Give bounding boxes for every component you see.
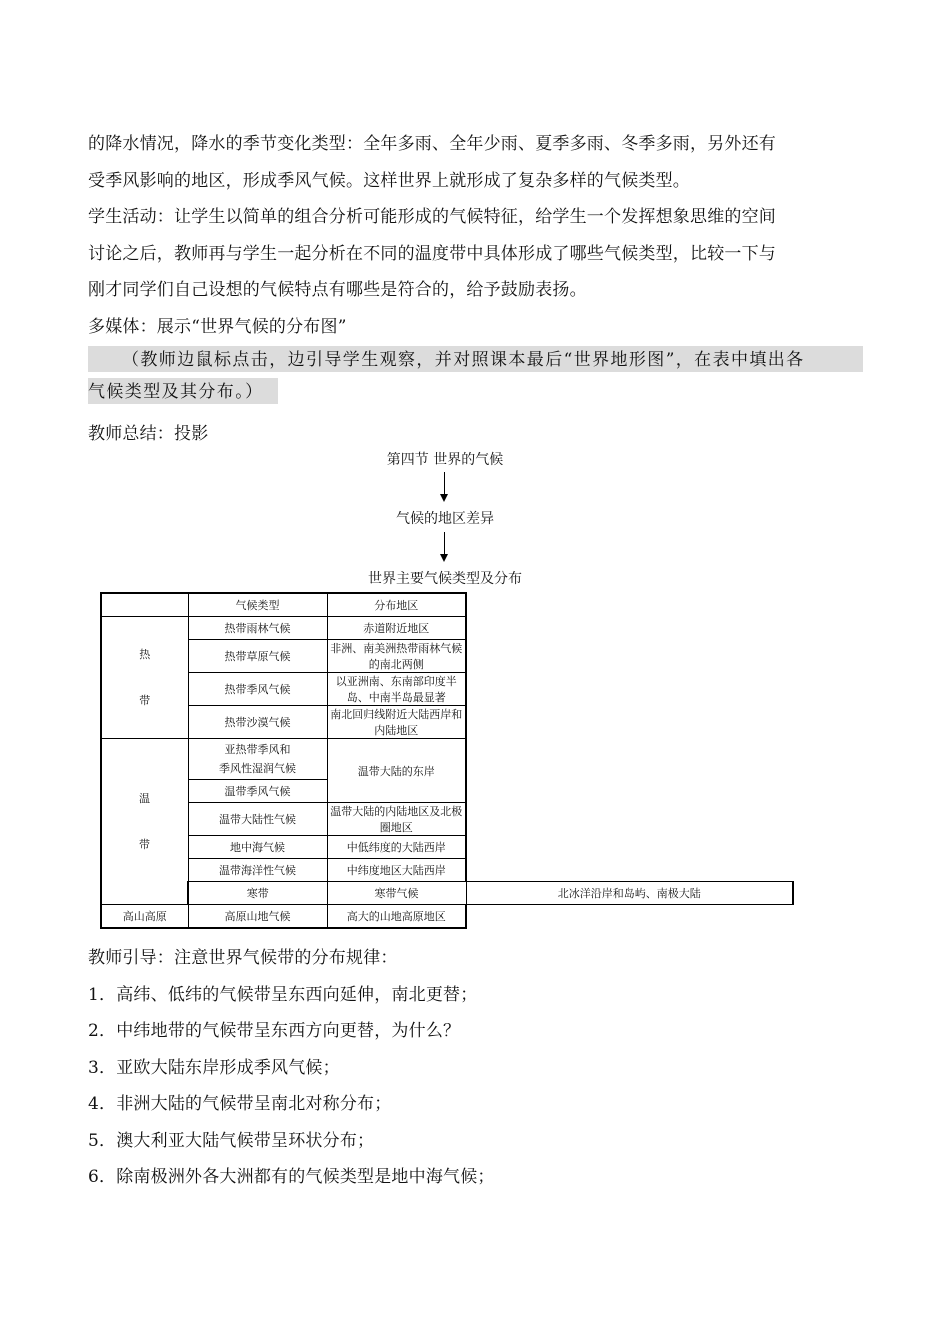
climate-type: 热带季风气候 <box>188 673 327 706</box>
climate-region: 北冰洋沿岸和岛屿、南极大陆 <box>466 882 793 905</box>
table-row <box>101 706 793 739</box>
table-row <box>101 640 793 673</box>
climate-type: 热带草原气候 <box>188 640 327 673</box>
header-region: 分布地区 <box>327 593 466 617</box>
climate-region: 温带大陆的东岸 <box>327 739 466 803</box>
climate-type-line: 季风性湿润气候 <box>219 762 296 775</box>
climate-table <box>100 592 794 929</box>
climate-type: 热带沙漠气候 <box>188 706 327 739</box>
paragraph-line: 学生活动：让学生以简单的组合分析可能形成的气候特征，给学生一个发挥想象思维的空间 <box>88 207 776 227</box>
summary-label: 教师总结：投影 <box>88 424 209 444</box>
zone-temperate <box>101 739 188 905</box>
guide-label: 教师引导：注意世界气候带的分布规律： <box>88 948 398 968</box>
guide-item: 1．高纬、低纬的气候带呈东西向延伸，南北更替； <box>88 985 478 1005</box>
guide-item: 5．澳大利亚大陆气候带呈环状分布； <box>88 1131 375 1151</box>
arrowhead-icon <box>440 554 448 562</box>
climate-type: 热带雨林气候 <box>188 617 327 640</box>
highlighted-line: （教师边鼠标点击，边引导学生观察，并对照课本最后“世界地形图”，在表中填出各 <box>88 346 863 372</box>
climate-type: 地中海气候 <box>188 836 327 859</box>
zone-char: 带 <box>139 693 151 707</box>
zone-char: 热 <box>139 647 151 661</box>
zone-highland: 高山高原 <box>101 905 188 929</box>
climate-region: 温带大陆的内陆地区及北极圈地区 <box>327 803 466 836</box>
climate-type <box>188 739 327 780</box>
zone-frigid: 寒带 <box>188 882 327 905</box>
zone-char: 温 <box>139 791 150 805</box>
guide-item: 2．中纬地带的气候带呈东西方向更替，为什么？ <box>88 1021 461 1041</box>
figure-title-section: 第四节 世界的气候 <box>386 452 504 468</box>
climate-type: 寒带气候 <box>327 882 466 905</box>
climate-region: 南北回归线附近大陆西岸和内陆地区 <box>327 706 466 739</box>
table-row <box>101 673 793 706</box>
highlighted-note <box>88 346 863 404</box>
figure-title-subsection: 气候的地区差异 <box>396 511 494 527</box>
climate-region: 非洲、南美洲热带雨林气候的南北两侧 <box>327 640 466 673</box>
guide-item: 6．除南极洲外各大洲都有的气候类型是地中海气候； <box>88 1167 495 1187</box>
climate-type: 温带海洋性气候 <box>188 859 327 882</box>
climate-type: 高原山地气候 <box>188 905 327 929</box>
table-row <box>101 859 793 882</box>
climate-region: 高大的山地高原地区 <box>327 905 466 929</box>
climate-region: 以亚洲南、东南部印度半岛、中南半岛最显著 <box>327 673 466 706</box>
climate-region: 赤道附近地区 <box>327 617 466 640</box>
climate-type-line: 亚热带季风和 <box>224 743 291 756</box>
arrowhead-icon <box>440 494 448 502</box>
paragraph-line: 刚才同学们自己设想的气候特点有哪些是符合的，给予鼓励表扬。 <box>88 280 587 300</box>
guide-item: 4．非洲大陆的气候带呈南北对称分布； <box>88 1094 392 1114</box>
climate-region: 中纬度地区大陆西岸 <box>327 859 466 882</box>
table-row <box>101 803 793 836</box>
table-row <box>101 739 793 780</box>
paragraph-line: 讨论之后，教师再与学生一起分析在不同的温度带中具体形成了哪些气候类型，比较一下与 <box>88 244 776 264</box>
header-type: 气候类型 <box>188 593 327 617</box>
climate-type: 温带季风气候 <box>188 780 327 803</box>
table-title: 世界主要气候类型及分布 <box>368 571 522 587</box>
zone-tropical <box>101 617 188 739</box>
header-zone <box>101 593 188 617</box>
table-header-row <box>101 593 793 617</box>
table-row <box>101 617 793 640</box>
climate-type: 温带大陆性气候 <box>188 803 327 836</box>
table-row <box>101 905 793 929</box>
table-row <box>101 836 793 859</box>
climate-region: 中低纬度的大陆西岸 <box>327 836 466 859</box>
arrow-down-icon <box>444 532 445 556</box>
zone-char: 带 <box>139 837 150 851</box>
paragraph-line: 受季风影响的地区，形成季风气候。这样世界上就形成了复杂多样的气候类型。 <box>88 171 690 191</box>
arrow-down-icon <box>444 472 445 496</box>
paragraph-line: 多媒体：展示“世界气候的分布图” <box>88 317 347 337</box>
guide-item: 3．亚欧大陆东岸形成季风气候； <box>88 1058 340 1078</box>
table-row <box>101 882 793 905</box>
paragraph-line: 的降水情况，降水的季节变化类型：全年多雨、全年少雨、夏季多雨、冬季多雨，另外还有 <box>88 134 776 154</box>
highlighted-line: 气候类型及其分布。） <box>88 378 278 404</box>
